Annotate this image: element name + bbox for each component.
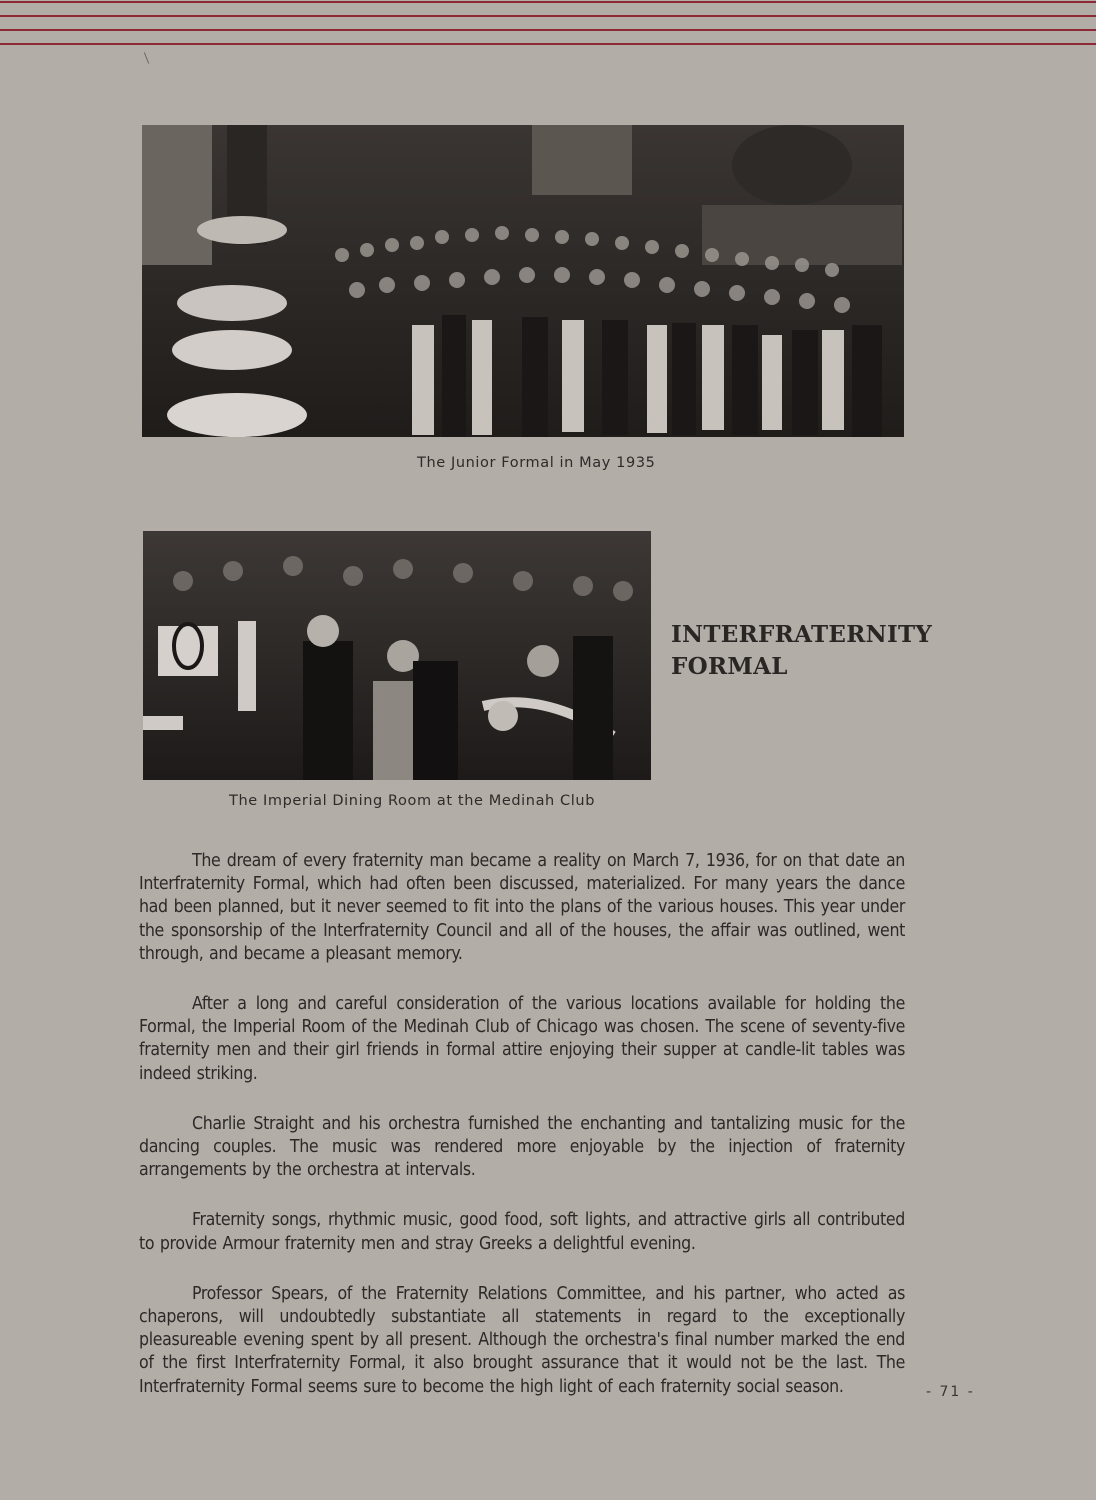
paragraph: The dream of every fraternity man became a reality on March 7, 1936, for on that date an Interfraternity Formal, which had often been discussed, materialized. For many years the dance had been planned, but it never seemed to fit into the plans of the various houses. This year under the sponsorship of the Interfraternity Council and all of the houses, the affair was outlined, went through, and became a pleasant memory. (139, 851, 905, 964)
heading-line: INTERFRATERNITY (671, 621, 933, 648)
photo-caption: The Junior Formal in May 1935 (417, 455, 656, 471)
article-body (139, 850, 905, 1426)
paragraph: Charlie Straight and his orchestra furnished the enchanting and tantalizing music for the dancing couples. The music was rendered more enjoyable by the injection of fraternity arrangements by the orchestra at intervals. (139, 1113, 905, 1181)
heading-line: FORMAL (671, 653, 788, 680)
decorative-rule (0, 29, 1096, 31)
article-heading (671, 619, 932, 683)
paragraph: After a long and careful consideration of the various locations available for holding the Formal, the Imperial Room of the Medinah Club of Chicago was chosen. The scene of seventy-five fraternity men and their girl friends in formal attire enjoying their supper at candle-lit tables was indeed striking. (139, 994, 905, 1084)
decorative-rule (0, 43, 1096, 45)
junior-formal-photo (142, 125, 904, 437)
decorative-rule (0, 15, 1096, 17)
imperial-dining-room-photo (143, 531, 651, 780)
paragraph: Professor Spears, of the Fraternity Relations Committee, and his partner, who acted as chaperons, will undoubtedly substantiate all statements in regard to the exceptionally pleasureable evening spent by all present. Although the orchestra's final number marked the end of the first Interfraternity Formal, it also brought assurance that it would not be the last. The Interfraternity Formal seems sure to become the high light of each fraternity social season. (139, 1283, 905, 1397)
page-number: - 71 - (926, 1384, 975, 1400)
paragraph: Fraternity songs, rhythmic music, good food, soft lights, and attractive girls all contributed to provide Armour fraternity men and stray Greeks a delightful evening. (139, 1210, 905, 1254)
junior-formal-image (142, 125, 904, 437)
photo-caption: The Imperial Dining Room at the Medinah Club (229, 793, 596, 809)
decorative-rule (0, 1, 1096, 3)
paper-scratch (144, 52, 149, 64)
dancing-couples-image (143, 531, 651, 780)
